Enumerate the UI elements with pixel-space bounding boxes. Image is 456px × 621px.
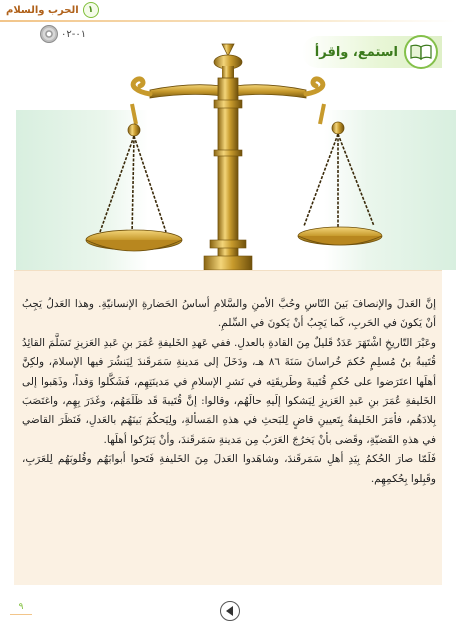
- back-arrow-icon: [226, 606, 233, 616]
- unit-title: الحرب والسلام: [6, 4, 79, 16]
- reading-text-box: [14, 270, 442, 585]
- paragraph-1: إنَّ العَدلَ والإنصافَ بَينَ النّاسِ وحُبَّ الأمنِ والسَّلامِ أساسُ الحَضارةِ الإنسانيّةِ. وهذا العَدلُ يَجِبُ أنْ يَكونَ في الحَربِ، كَما يَجِبُ أنْ يَكونَ في السِّلمِ.: [22, 298, 436, 330]
- paragraph-3: فَلَمّا صارَ الحُكمُ بِيَدِ أهلِ سَمَرقَندَ، وشاهَدوا العَدلَ مِنَ الخَليفةِ فَتَحوا أبوابَهُم وقُلوبَهُم لِلعَرَبِ، وقَبِلوا بِحُكمِهِم.: [22, 453, 436, 485]
- page-number: ٩: [10, 602, 32, 615]
- unit-number: ١: [83, 2, 99, 18]
- right-pan: [298, 134, 382, 245]
- section-title: استمع، واقرأ: [314, 44, 398, 60]
- scale-column: [204, 78, 252, 270]
- scale-finial: [214, 44, 242, 80]
- left-pan: [86, 136, 182, 251]
- page-footer: [0, 586, 456, 617]
- audio-track-label: ٠١-٠٢: [61, 28, 87, 40]
- balance-scale-illustration: [0, 0, 456, 270]
- paragraph-2: وعَبْرَ التّاريخِ اشْتَهَرَ عَدَدٌ قَليلٌ مِنَ القادةِ بالعدلِ. ففي عَهدِ الخَليفةِ عُمَرَ بنِ عَبدِ العَزيزِ تَسَلَّمَ القائِدُ قُتَيبةُ بنُ مُسلِمٍ حُكمَ خُراسانَ سَنَةَ ٨٦ هـ، ودَخَلَ إلى مَدينةِ سَمَرقَندَ لِيَنشُرَ فيها الإسلامَ، ولكِنَّ أهلَها اعتَرَضوا على حُكمِ قُتَيبةَ وطَريقَتِه في نَشرِ الإسلامِ في مَدينَتِهِم، فَشَكَّلوا وَفداً، وذَهَبوا إلى الخَليفةِ عُمَرَ بنِ عَبدِ العَزيزِ لِيَشكوا إلَيهِ حالَهُم، وقالوا: إنَّ قُتَيبةَ قَد ظَلَمَهُم، وغَدَرَ بِهِم، واغتَصَبَ بِلادَهُم، فأمَرَ الخَليفةُ بِتَعيينِ قاضٍ لِلبَحثِ في هذهِ المَسألةِ، ولِيَحكُمَ بَينَهُم بالعَدلِ، فَنَظَرَ القاضي في هذهِ القَضيّةِ، وقَضى بأنْ يَخرُجَ العَرَبُ مِن مَدينةِ سَمَرقَندَ، وأنْ يَترُكوا أهلَها.: [22, 336, 436, 446]
- back-button[interactable]: [220, 601, 240, 621]
